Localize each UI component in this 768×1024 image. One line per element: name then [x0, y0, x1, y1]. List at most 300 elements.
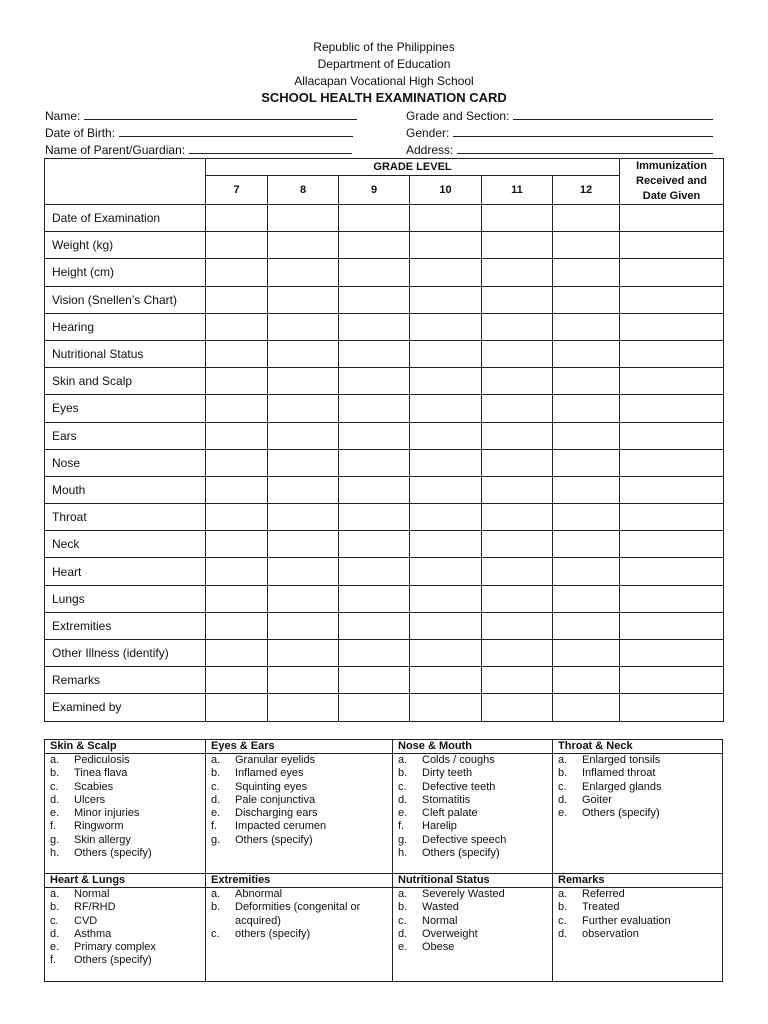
grade-12-cell[interactable]: [553, 368, 620, 395]
legend-item: [211, 754, 387, 767]
legend-item-text: Enlarged tonsils: [582, 754, 661, 766]
header-line-3: Allacapan Vocational High School: [294, 74, 474, 88]
legend-item-text: Defective speech: [422, 833, 507, 846]
grade-7-cell[interactable]: [206, 313, 268, 340]
legend-item-letter: a.: [50, 888, 60, 900]
legend-item-text: Tinea flava: [74, 767, 128, 780]
grade-8-cell[interactable]: [268, 640, 339, 667]
grade-9-cell[interactable]: [339, 476, 410, 503]
legend-item-text: others (specify): [235, 927, 311, 940]
immunization-line-2: Received and: [636, 175, 707, 187]
grade-9-cell[interactable]: [339, 232, 410, 259]
exam-row-label: Skin and Scalp: [45, 368, 206, 395]
gender-field[interactable]: [406, 126, 713, 140]
name-label: Name:: [45, 109, 81, 123]
exam-row-heart: [45, 558, 724, 585]
legend-table: [44, 739, 723, 982]
grade-8-cell[interactable]: [268, 286, 339, 313]
legend-item-text: Others (specify): [235, 833, 313, 846]
legend-item: [211, 781, 387, 794]
legend-item-letter: d.: [211, 793, 221, 806]
grade-11-cell[interactable]: [482, 205, 553, 232]
grade-7-cell[interactable]: [206, 395, 268, 422]
legend-item-letter: d.: [398, 793, 408, 806]
grade-11-cell[interactable]: [482, 504, 553, 531]
grade-12-cell[interactable]: [553, 313, 620, 340]
exam-row-label: Vision (Snellen’s Chart): [45, 286, 206, 313]
legend-item: [398, 834, 547, 847]
legend-item-text: Skin allergy: [74, 833, 131, 846]
grade-8-cell[interactable]: [268, 667, 339, 694]
grade-8-cell[interactable]: [268, 422, 339, 449]
legend-item-letter: c.: [50, 780, 59, 793]
legend-item: [50, 901, 200, 914]
legend-item-text: Abnormal: [235, 888, 283, 900]
legend-item-letter: f.: [50, 820, 57, 833]
grade-7-header: 7: [206, 175, 268, 204]
grade-11-cell[interactable]: [482, 694, 553, 721]
legend-item-letter: g.: [398, 833, 408, 846]
grade-11-cell[interactable]: [482, 232, 553, 259]
legend-title-eyes-ears: Eyes & Ears: [206, 740, 393, 754]
legend-item-letter: b.: [558, 901, 568, 914]
legend-item-letter: a.: [398, 754, 408, 766]
grade-8-cell[interactable]: [268, 449, 339, 476]
legend-item: [50, 820, 200, 833]
legend-title-remarks: Remarks: [553, 874, 723, 888]
grade-12-cell[interactable]: [553, 395, 620, 422]
grade-9-cell[interactable]: [339, 340, 410, 367]
immunization-cell[interactable]: [620, 259, 724, 286]
grade-12-header: 12: [553, 175, 620, 204]
immunization-cell[interactable]: [620, 286, 724, 313]
legend-list-throat-neck: [553, 754, 723, 874]
grade-12-cell[interactable]: [553, 694, 620, 721]
legend-item-letter: c.: [558, 780, 567, 793]
grade-11-cell[interactable]: [482, 422, 553, 449]
grade-8-cell[interactable]: [268, 232, 339, 259]
grade-12-cell[interactable]: [553, 531, 620, 558]
legend-item: [50, 915, 200, 928]
grade-10-cell[interactable]: [410, 395, 482, 422]
grade-12-cell[interactable]: [553, 585, 620, 612]
grade-7-cell[interactable]: [206, 694, 268, 721]
exam-row-examined-by: [45, 694, 724, 721]
grade-8-cell[interactable]: [268, 340, 339, 367]
grade-10-cell[interactable]: [410, 286, 482, 313]
legend-list-nutritional-status: [393, 888, 553, 982]
grade-8-cell[interactable]: [268, 504, 339, 531]
grade-7-cell[interactable]: [206, 476, 268, 503]
legend-item-text: RF/RHD: [74, 901, 116, 914]
immunization-cell[interactable]: [620, 558, 724, 585]
legend-item-letter: b.: [211, 901, 221, 914]
grade-11-cell[interactable]: [482, 286, 553, 313]
grade-10-cell[interactable]: [410, 422, 482, 449]
grade-7-cell[interactable]: [206, 368, 268, 395]
legend-item-text: Asthma: [74, 927, 112, 940]
grade-7-cell[interactable]: [206, 340, 268, 367]
immunization-cell[interactable]: [620, 205, 724, 232]
immunization-cell[interactable]: [620, 449, 724, 476]
legend-item-text: Overweight: [422, 927, 478, 940]
legend-item-text: Squinting eyes: [235, 780, 308, 793]
legend-item-letter: e.: [398, 807, 408, 820]
legend-item-letter: a.: [211, 888, 221, 900]
dob-field[interactable]: [45, 126, 353, 140]
exam-row-date-of-examination: [45, 205, 724, 232]
grade-10-cell[interactable]: [410, 259, 482, 286]
grade-7-cell[interactable]: [206, 232, 268, 259]
grade-7-cell[interactable]: [206, 612, 268, 639]
grade-7-cell[interactable]: [206, 531, 268, 558]
immunization-cell[interactable]: [620, 395, 724, 422]
legend-items-row: [45, 888, 723, 982]
grade-9-cell[interactable]: [339, 395, 410, 422]
name-field[interactable]: [45, 109, 357, 123]
grade-7-cell[interactable]: [206, 205, 268, 232]
legend-item-letter: c.: [50, 914, 59, 927]
legend-item-text: Pale conjunctiva: [235, 793, 316, 806]
grade-7-cell[interactable]: [206, 667, 268, 694]
grade-11-cell[interactable]: [482, 667, 553, 694]
legend-item: [50, 847, 200, 860]
grade-11-header: 11: [482, 175, 553, 204]
grade-7-cell[interactable]: [206, 286, 268, 313]
grade-8-cell[interactable]: [268, 313, 339, 340]
immunization-cell[interactable]: [620, 313, 724, 340]
legend-item: [50, 941, 200, 954]
legend-item-letter: e.: [211, 807, 221, 820]
legend-item-text: Others (specify): [74, 954, 152, 967]
grade-12-cell[interactable]: [553, 558, 620, 585]
grade-10-cell[interactable]: [410, 585, 482, 612]
immunization-cell[interactable]: [620, 612, 724, 639]
immunization-cell[interactable]: [620, 422, 724, 449]
legend-item-text: Enlarged glands: [582, 780, 662, 793]
legend-list-skin-scalp: [45, 754, 206, 874]
grade-8-cell[interactable]: [268, 259, 339, 286]
legend-title-skin-scalp: Skin & Scalp: [45, 740, 206, 754]
grade-12-cell[interactable]: [553, 286, 620, 313]
grade-10-cell[interactable]: [410, 449, 482, 476]
legend-item: [558, 794, 717, 807]
exam-row-label: Date of Examination: [45, 205, 206, 232]
grade-9-cell[interactable]: [339, 205, 410, 232]
legend-header-row: [45, 874, 723, 888]
legend-item-letter: e.: [50, 941, 60, 954]
legend-item-letter: e.: [50, 807, 60, 820]
grade-8-cell[interactable]: [268, 531, 339, 558]
legend-item-text: Pediculosis: [74, 754, 130, 766]
document-title: SCHOOL HEALTH EXAMINATION CARD: [261, 90, 507, 105]
health-exam-table: [44, 158, 724, 722]
grade-11-cell[interactable]: [482, 531, 553, 558]
immunization-cell[interactable]: [620, 232, 724, 259]
grade-12-cell[interactable]: [553, 205, 620, 232]
grade-11-cell[interactable]: [482, 558, 553, 585]
grade-7-cell[interactable]: [206, 422, 268, 449]
legend-item-letter: c.: [211, 780, 220, 793]
grade-7-cell[interactable]: [206, 449, 268, 476]
grade-8-cell[interactable]: [268, 558, 339, 585]
legend-item: [398, 928, 547, 941]
immunization-cell[interactable]: [620, 667, 724, 694]
legend-list-nose-mouth: [393, 754, 553, 874]
legend-item-text: Ulcers: [74, 793, 106, 806]
exam-row-label: Other Illness (identify): [45, 640, 206, 667]
legend-item: [50, 954, 200, 967]
legend-item: [558, 767, 717, 780]
legend-item: [50, 781, 200, 794]
grade-7-cell[interactable]: [206, 558, 268, 585]
grade-8-cell[interactable]: [268, 585, 339, 612]
grade-12-cell[interactable]: [553, 259, 620, 286]
grade-11-cell[interactable]: [482, 368, 553, 395]
grade-9-cell[interactable]: [339, 694, 410, 721]
immunization-line-1: Immunization: [636, 160, 707, 172]
legend-item-letter: c.: [398, 914, 407, 927]
grade-12-cell[interactable]: [553, 612, 620, 639]
immunization-header: [620, 159, 724, 205]
legend-item-text: Further evaluation: [582, 914, 671, 927]
immunization-cell[interactable]: [620, 640, 724, 667]
grade-10-cell[interactable]: [410, 667, 482, 694]
legend-list-extremities: [206, 888, 393, 982]
exam-row-eyes: [45, 395, 724, 422]
legend-item-letter: d.: [50, 927, 60, 940]
legend-item-text: Deformities (congenital or acquired): [235, 901, 361, 927]
legend-item: [211, 834, 387, 847]
exam-row-other-illness-identify: [45, 640, 724, 667]
exam-row-label: Lungs: [45, 585, 206, 612]
grade-10-cell[interactable]: [410, 612, 482, 639]
legend-item-letter: c.: [558, 914, 567, 927]
gender-label: Gender:: [406, 126, 450, 140]
legend-item: [398, 754, 547, 767]
grade-7-cell[interactable]: [206, 640, 268, 667]
grade-12-cell[interactable]: [553, 340, 620, 367]
exam-row-label: Mouth: [45, 476, 206, 503]
grade-9-cell[interactable]: [339, 612, 410, 639]
legend-item-letter: d.: [558, 793, 568, 806]
legend-body: [45, 740, 723, 982]
immunization-cell[interactable]: [620, 476, 724, 503]
legend-item: [211, 928, 387, 941]
grade-9-cell[interactable]: [339, 286, 410, 313]
legend-item-text: Harelip: [422, 820, 457, 833]
header-line-1: Republic of the Philippines: [313, 40, 455, 54]
grade-12-cell[interactable]: [553, 504, 620, 531]
grade-7-cell[interactable]: [206, 585, 268, 612]
name-line: [84, 109, 357, 120]
exam-row-label: Eyes: [45, 395, 206, 422]
legend-item-letter: b.: [50, 767, 60, 780]
address-field[interactable]: [406, 143, 713, 157]
legend-item: [558, 888, 717, 901]
grade-9-cell[interactable]: [339, 531, 410, 558]
grade-11-cell[interactable]: [482, 395, 553, 422]
exam-row-label: Remarks: [45, 667, 206, 694]
grade-9-cell[interactable]: [339, 640, 410, 667]
legend-item: [558, 915, 717, 928]
grade-8-cell[interactable]: [268, 476, 339, 503]
exam-row-neck: [45, 531, 724, 558]
grade-9-cell[interactable]: [339, 585, 410, 612]
grade-11-cell[interactable]: [482, 313, 553, 340]
legend-item: [211, 767, 387, 780]
grade-9-cell[interactable]: [339, 313, 410, 340]
legend-item-letter: h.: [50, 847, 60, 860]
legend-item-text: Cleft palate: [422, 807, 478, 820]
grade-9-cell[interactable]: [339, 504, 410, 531]
exam-row-extremities: [45, 612, 724, 639]
grade-9-cell[interactable]: [339, 558, 410, 585]
grade-section-field[interactable]: [406, 109, 713, 123]
exam-row-label: Ears: [45, 422, 206, 449]
legend-item-text: Referred: [582, 888, 625, 900]
legend-item-letter: e.: [398, 941, 408, 954]
exam-rows: [45, 205, 724, 722]
grade-8-cell[interactable]: [268, 395, 339, 422]
grade-10-cell[interactable]: [410, 476, 482, 503]
legend-item: [558, 807, 717, 820]
immunization-cell[interactable]: [620, 694, 724, 721]
legend-item: [50, 834, 200, 847]
gender-line: [453, 126, 713, 137]
grade-8-cell[interactable]: [268, 205, 339, 232]
immunization-cell[interactable]: [620, 585, 724, 612]
grade-7-cell[interactable]: [206, 504, 268, 531]
legend-item-text: Discharging ears: [235, 807, 318, 820]
grade-9-cell[interactable]: [339, 422, 410, 449]
legend-item: [398, 820, 547, 833]
legend-item: [398, 901, 547, 914]
exam-row-ears: [45, 422, 724, 449]
legend-item: [558, 901, 717, 914]
grade-8-cell[interactable]: [268, 368, 339, 395]
exam-row-remarks: [45, 667, 724, 694]
legend-item-letter: a.: [50, 754, 60, 766]
legend-list-eyes-ears: [206, 754, 393, 874]
grade-12-cell[interactable]: [553, 476, 620, 503]
legend-item-text: Treated: [582, 901, 620, 914]
immunization-cell[interactable]: [620, 504, 724, 531]
parent-field[interactable]: [45, 143, 352, 157]
legend-item-letter: b.: [50, 901, 60, 914]
legend-item-text: Normal: [74, 888, 110, 900]
legend-item-letter: f.: [211, 820, 218, 833]
grade-11-cell[interactable]: [482, 476, 553, 503]
legend-title-nutritional-status: Nutritional Status: [393, 874, 553, 888]
exam-row-label: Throat: [45, 504, 206, 531]
row-label-header: [45, 159, 206, 205]
grade-11-cell[interactable]: [482, 612, 553, 639]
grade-10-cell[interactable]: [410, 694, 482, 721]
exam-row-nutritional-status: [45, 340, 724, 367]
grade-11-cell[interactable]: [482, 640, 553, 667]
grade-12-cell[interactable]: [553, 449, 620, 476]
legend-item: [50, 888, 200, 901]
legend-item-letter: f.: [50, 954, 57, 967]
legend-item-text: Scabies: [74, 780, 114, 793]
exam-row-weight-kg: [45, 232, 724, 259]
legend-title-nose-mouth: Nose & Mouth: [393, 740, 553, 754]
immunization-cell[interactable]: [620, 531, 724, 558]
legend-item-text: Goiter: [582, 793, 612, 806]
grade-12-cell[interactable]: [553, 232, 620, 259]
legend-item: [398, 888, 547, 901]
grade-9-cell[interactable]: [339, 449, 410, 476]
legend-item: [50, 807, 200, 820]
grade-10-cell[interactable]: [410, 205, 482, 232]
exam-row-label: Neck: [45, 531, 206, 558]
grade-10-cell[interactable]: [410, 313, 482, 340]
legend-item-text: Severely Wasted: [422, 888, 505, 900]
grade-11-cell[interactable]: [482, 585, 553, 612]
grade-8-header: 8: [268, 175, 339, 204]
legend-item-letter: e.: [558, 807, 568, 820]
grade-9-cell[interactable]: [339, 368, 410, 395]
grade-10-cell[interactable]: [410, 531, 482, 558]
grade-10-cell[interactable]: [410, 504, 482, 531]
grade-11-cell[interactable]: [482, 449, 553, 476]
exam-row-label: Heart: [45, 558, 206, 585]
grade-8-cell[interactable]: [268, 694, 339, 721]
immunization-cell[interactable]: [620, 368, 724, 395]
grade-7-cell[interactable]: [206, 259, 268, 286]
legend-item-letter: b.: [558, 767, 568, 780]
legend-item-text: Others (specify): [582, 807, 660, 820]
grade-level-header: GRADE LEVEL: [206, 159, 620, 176]
legend-item-text: Inflamed eyes: [235, 767, 304, 780]
legend-item-letter: d.: [50, 793, 60, 806]
legend-item-letter: c.: [398, 780, 407, 793]
exam-row-throat: [45, 504, 724, 531]
grade-8-cell[interactable]: [268, 612, 339, 639]
legend-item: [558, 781, 717, 794]
grade-10-cell[interactable]: [410, 232, 482, 259]
grade-12-cell[interactable]: [553, 667, 620, 694]
grade-10-cell[interactable]: [410, 340, 482, 367]
legend-item-text: Impacted cerumen: [235, 820, 327, 833]
grade-11-cell[interactable]: [482, 259, 553, 286]
grade-10-cell[interactable]: [410, 558, 482, 585]
legend-list-heart-lungs: [45, 888, 206, 982]
grade-9-cell[interactable]: [339, 259, 410, 286]
legend-item-text: Colds / coughs: [422, 754, 495, 766]
legend-item-letter: d.: [398, 927, 408, 940]
legend-item-letter: b.: [398, 767, 408, 780]
legend-item: [398, 941, 547, 954]
grade-12-cell[interactable]: [553, 640, 620, 667]
legend-item-text: observation: [582, 927, 639, 940]
legend-item: [211, 888, 387, 901]
grade-11-cell[interactable]: [482, 340, 553, 367]
grade-9-cell[interactable]: [339, 667, 410, 694]
legend-item-letter: a.: [211, 754, 221, 766]
grade-10-cell[interactable]: [410, 368, 482, 395]
exam-row-lungs: [45, 585, 724, 612]
legend-item-text: Ringworm: [74, 820, 124, 833]
legend-item-text: Normal: [422, 914, 458, 927]
grade-10-cell[interactable]: [410, 640, 482, 667]
grade-12-cell[interactable]: [553, 422, 620, 449]
immunization-cell[interactable]: [620, 340, 724, 367]
address-label: Address:: [406, 143, 454, 157]
legend-item: [50, 794, 200, 807]
legend-item: [50, 928, 200, 941]
